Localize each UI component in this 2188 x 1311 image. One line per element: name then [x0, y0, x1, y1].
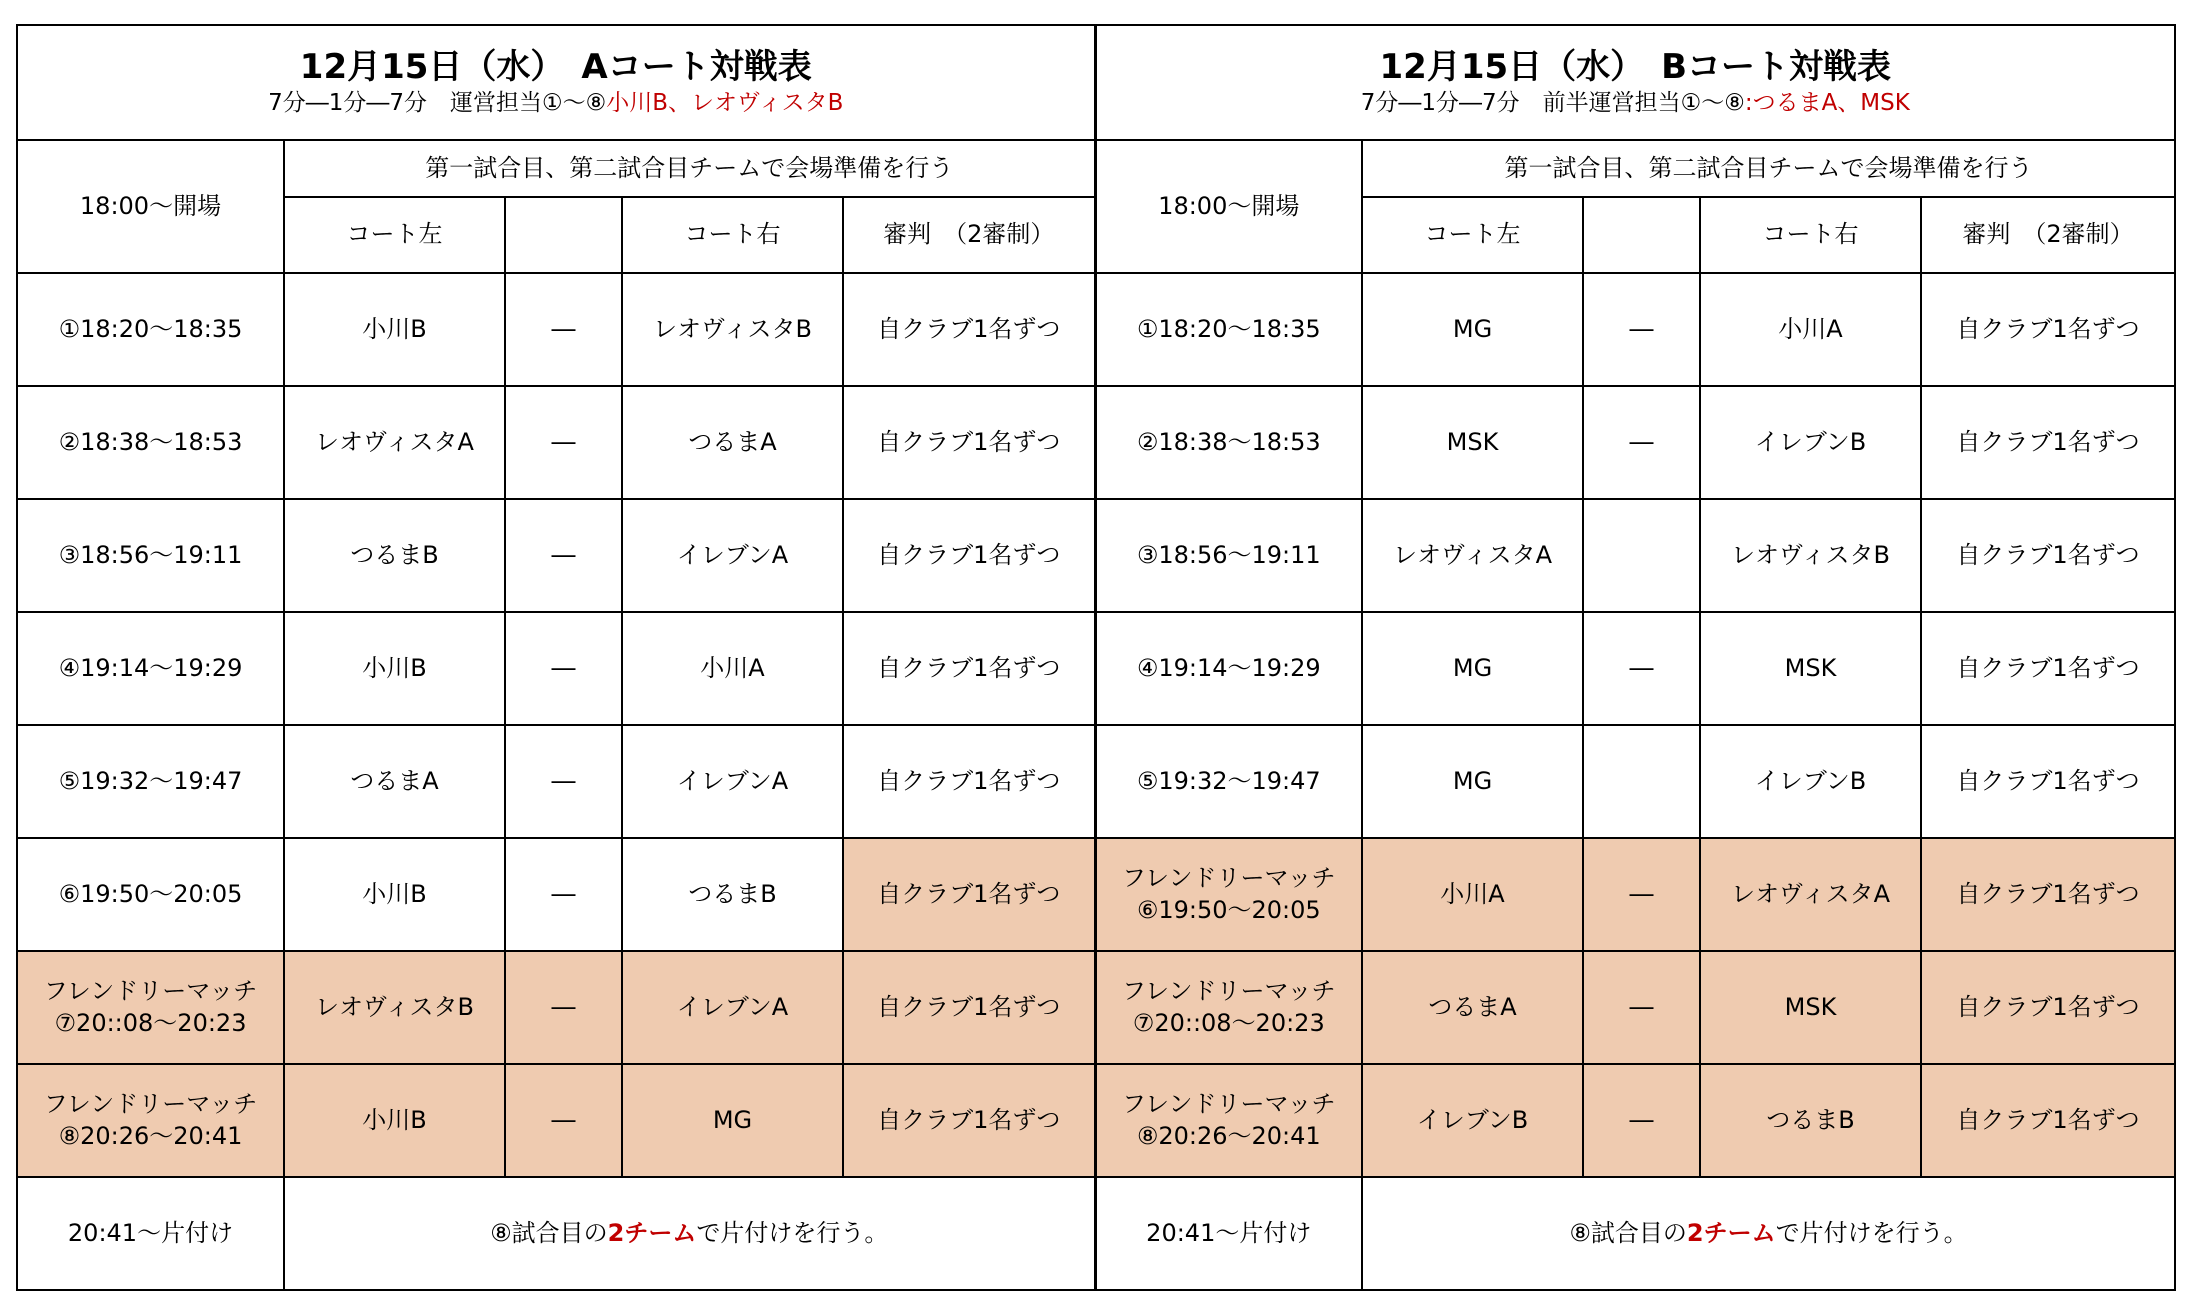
friendly-match-label: フレンドリーマッチ: [1122, 864, 1336, 893]
court-a-col-left: コート左: [284, 197, 505, 273]
court-b-col-vs: [1583, 197, 1700, 273]
team-left: MG: [1362, 273, 1583, 386]
vs-dash: ―: [1583, 273, 1700, 386]
referee: 自クラブ1名ずつ: [1921, 273, 2175, 386]
court-b-prep-note: 第一試合目、第二試合目チームで会場準備を行う: [1362, 140, 2175, 197]
team-right: レオヴィスタB: [622, 273, 843, 386]
vs-dash: ―: [505, 838, 622, 951]
court-a-col-vs: [505, 197, 622, 273]
match-time: ④19:14～19:29: [17, 612, 284, 725]
vs-dash: ―: [1583, 838, 1700, 951]
team-right: MSK: [1700, 612, 1921, 725]
match-time: ④19:14～19:29: [1095, 612, 1362, 725]
team-left: 小川B: [284, 1064, 505, 1177]
schedule-table: [16, 24, 2176, 1291]
match-row: [17, 273, 2175, 386]
referee: 自クラブ1名ずつ: [843, 1064, 1095, 1177]
vs-dash: ―: [505, 725, 622, 838]
team-right: MSK: [1700, 951, 1921, 1064]
team-left: つるまA: [1362, 951, 1583, 1064]
referee: 自クラブ1名ずつ: [1921, 1064, 2175, 1177]
team-left: MSK: [1362, 386, 1583, 499]
vs-dash: ―: [505, 273, 622, 386]
friendly-match-label: フレンドリーマッチ: [43, 1090, 258, 1119]
vs-dash: ―: [505, 951, 622, 1064]
match-row: [17, 499, 2175, 612]
match-row: [17, 386, 2175, 499]
title-row: [17, 25, 2175, 140]
team-left: レオヴィスタB: [284, 951, 505, 1064]
team-right: イレブンB: [1700, 725, 1921, 838]
team-left: 小川B: [284, 838, 505, 951]
team-right: MG: [622, 1064, 843, 1177]
court-b-cleanup-note: ⑧試合目の2チームで片付けを行う。: [1362, 1177, 2175, 1290]
match-time: [1095, 1064, 1362, 1177]
referee: 自クラブ1名ずつ: [1921, 612, 2175, 725]
vs-dash: ―: [1583, 951, 1700, 1064]
match-time: ⑥19:50～20:05: [17, 838, 284, 951]
court-b-cleanup-label: 20:41～片付け: [1095, 1177, 1362, 1290]
match-time: ②18:38～18:53: [1095, 386, 1362, 499]
match-time: ①18:20～18:35: [1095, 273, 1362, 386]
vs-dash: [1583, 725, 1700, 838]
court-b-col-ref: 審判 （2審制）: [1921, 197, 2175, 273]
match-row: [17, 725, 2175, 838]
team-right: つるまA: [622, 386, 843, 499]
court-a-open-label: 18:00～開場: [17, 140, 284, 273]
match-time: ①18:20～18:35: [17, 273, 284, 386]
match-time: ②18:38～18:53: [17, 386, 284, 499]
vs-dash: ―: [1583, 1064, 1700, 1177]
vs-dash: ―: [505, 612, 622, 725]
referee: 自クラブ1名ずつ: [1921, 499, 2175, 612]
match-time: [17, 951, 284, 1064]
match-time-text: ⑧20:26～20:41: [58, 1121, 243, 1150]
vs-dash: ―: [505, 386, 622, 499]
court-a-col-ref: 審判 （2審制）: [843, 197, 1095, 273]
referee: 自クラブ1名ずつ: [843, 273, 1095, 386]
friendly-match-label: フレンドリーマッチ: [43, 977, 258, 1006]
match-time-text: ⑧20:26～20:41: [1136, 1121, 1321, 1150]
match-time: ③18:56～19:11: [1095, 499, 1362, 612]
team-left: つるまB: [284, 499, 505, 612]
match-time-text: ⑦20::08～20:23: [1132, 1008, 1325, 1037]
match-time-text: ⑥19:50～20:05: [1136, 895, 1321, 924]
referee: 自クラブ1名ずつ: [1921, 951, 2175, 1064]
team-left: 小川B: [284, 273, 505, 386]
match-time: [1095, 838, 1362, 951]
match-row: [17, 951, 2175, 1064]
team-left: 小川A: [1362, 838, 1583, 951]
team-right: レオヴィスタB: [1700, 499, 1921, 612]
team-right: レオヴィスタA: [1700, 838, 1921, 951]
team-right: 小川A: [1700, 273, 1921, 386]
team-left: レオヴィスタA: [1362, 499, 1583, 612]
team-right: 小川A: [622, 612, 843, 725]
team-left: つるまA: [284, 725, 505, 838]
referee: 自クラブ1名ずつ: [843, 951, 1095, 1064]
team-left: 小川B: [284, 612, 505, 725]
referee: 自クラブ1名ずつ: [843, 838, 1095, 951]
court-b-title: 12月15日（水） Bコート対戦表: [1379, 47, 1892, 88]
court-a-prep-note: 第一試合目、第二試合目チームで会場準備を行う: [284, 140, 1095, 197]
referee: 自クラブ1名ずつ: [843, 386, 1095, 499]
vs-dash: ―: [1583, 386, 1700, 499]
court-a-col-right: コート右: [622, 197, 843, 273]
referee: 自クラブ1名ずつ: [1921, 838, 2175, 951]
team-right: つるまB: [622, 838, 843, 951]
team-left: レオヴィスタA: [284, 386, 505, 499]
court-b-col-left: コート左: [1362, 197, 1583, 273]
team-right: イレブンA: [622, 725, 843, 838]
match-row: [17, 838, 2175, 951]
court-a-cleanup-note: ⑧試合目の2チームで片付けを行う。: [284, 1177, 1095, 1290]
team-right: イレブンA: [622, 951, 843, 1064]
referee: 自クラブ1名ずつ: [843, 499, 1095, 612]
friendly-match-label: フレンドリーマッチ: [1122, 977, 1336, 1006]
vs-dash: ―: [505, 1064, 622, 1177]
court-b-subtitle: 7分―1分―7分 前半運営担当①～⑧:つるまA、MSK: [1360, 89, 1910, 116]
court-b-open-label: 18:00～開場: [1095, 140, 1362, 273]
match-row: [17, 1064, 2175, 1177]
match-time: [1095, 951, 1362, 1064]
friendly-match-label: フレンドリーマッチ: [1122, 1090, 1336, 1119]
team-left: MG: [1362, 725, 1583, 838]
vs-dash: ―: [505, 499, 622, 612]
referee: 自クラブ1名ずつ: [1921, 386, 2175, 499]
team-right: イレブンB: [1700, 386, 1921, 499]
team-left: イレブンB: [1362, 1064, 1583, 1177]
court-b-header: [1095, 25, 2175, 140]
match-time: ⑤19:32～19:47: [17, 725, 284, 838]
match-time-text: ⑦20::08～20:23: [54, 1008, 247, 1037]
match-time: [17, 1064, 284, 1177]
referee: 自クラブ1名ずつ: [843, 612, 1095, 725]
court-a-title: 12月15日（水） Aコート対戦表: [299, 47, 812, 88]
vs-dash: ―: [1583, 612, 1700, 725]
team-left: MG: [1362, 612, 1583, 725]
team-right: イレブンA: [622, 499, 843, 612]
referee: 自クラブ1名ずつ: [1921, 725, 2175, 838]
cleanup-row: [17, 1177, 2175, 1290]
team-right: つるまB: [1700, 1064, 1921, 1177]
match-row: [17, 612, 2175, 725]
court-b-col-right: コート右: [1700, 197, 1921, 273]
court-a-header: [17, 25, 1095, 140]
prep-row: [17, 140, 2175, 197]
vs-dash: [1583, 499, 1700, 612]
match-time: ③18:56～19:11: [17, 499, 284, 612]
match-time: ⑤19:32～19:47: [1095, 725, 1362, 838]
referee: 自クラブ1名ずつ: [843, 725, 1095, 838]
court-a-subtitle: 7分―1分―7分 運営担当①～⑧小川B、レオヴィスタB: [268, 89, 844, 116]
court-a-cleanup-label: 20:41～片付け: [17, 1177, 284, 1290]
